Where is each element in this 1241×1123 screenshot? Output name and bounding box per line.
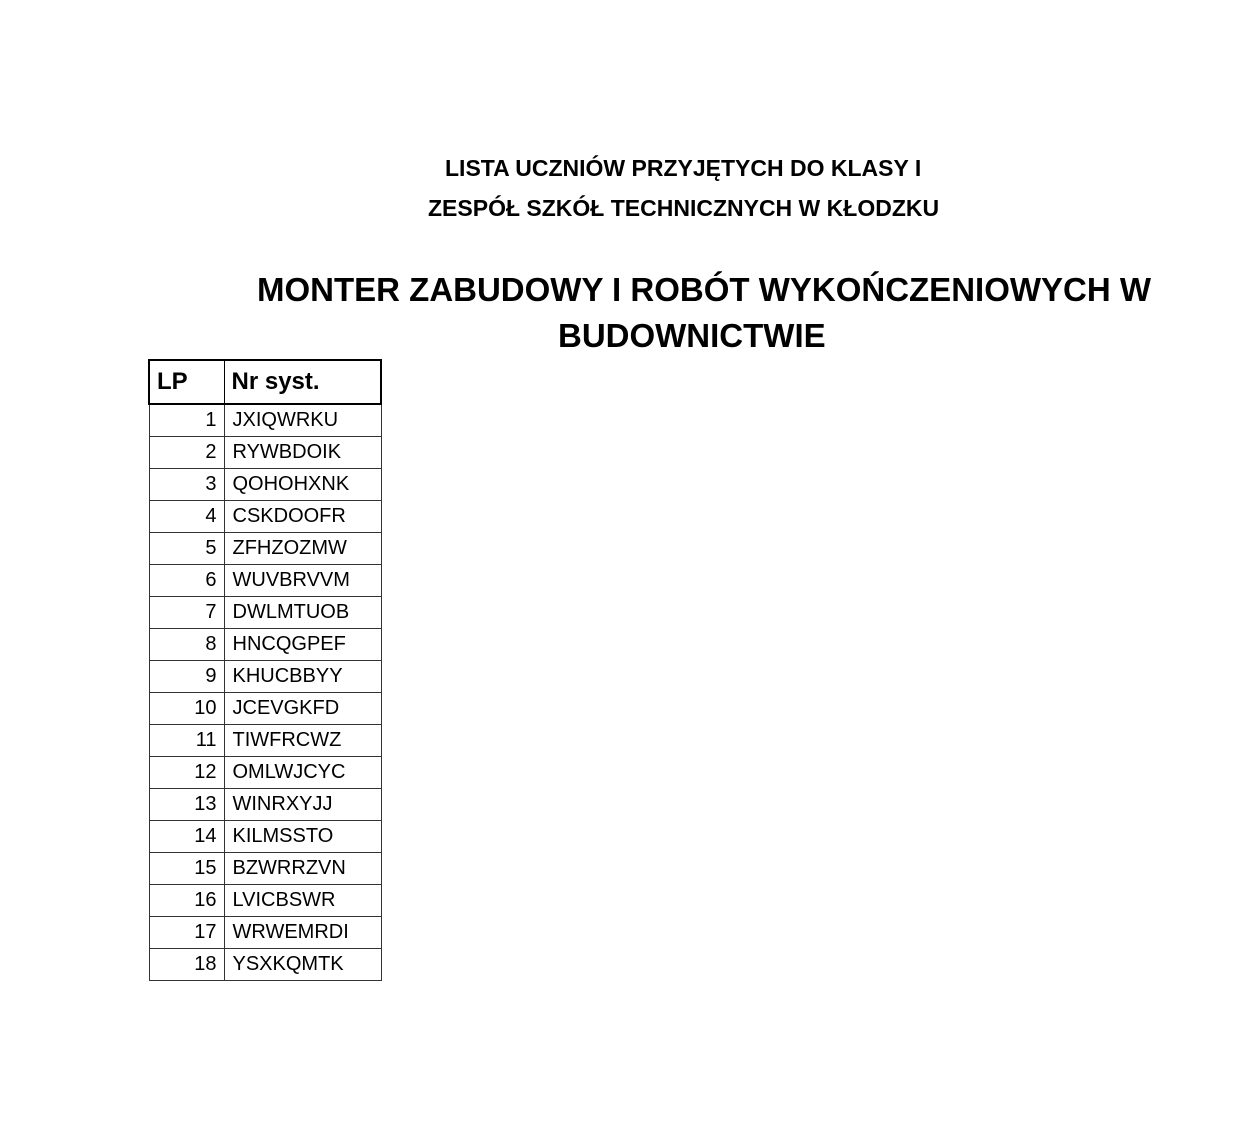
row-nr-syst: KILMSSTO — [224, 820, 381, 852]
row-lp: 12 — [149, 756, 224, 788]
table-row — [149, 628, 381, 660]
table-row — [149, 724, 381, 756]
row-nr-syst: HNCQGPEF — [224, 628, 381, 660]
table-row — [149, 596, 381, 628]
row-lp: 11 — [149, 724, 224, 756]
row-nr-syst: CSKDOOFR — [224, 500, 381, 532]
row-nr-syst: RYWBDOIK — [224, 436, 381, 468]
row-nr-syst: WUVBRVVM — [224, 564, 381, 596]
table-header-row — [149, 360, 381, 404]
table-row — [149, 468, 381, 500]
class-title-line2: BUDOWNICTWIE — [558, 317, 826, 354]
class-title-line1: MONTER ZABUDOWY I ROBÓT WYKOŃCZENIOWYCH W — [257, 271, 1151, 308]
students-table — [148, 359, 382, 981]
list-heading: LISTA UCZNIÓW PRZYJĘTYCH DO KLASY I — [445, 155, 922, 181]
row-lp: 6 — [149, 564, 224, 596]
row-nr-syst: WRWEMRDI — [224, 916, 381, 948]
row-lp: 15 — [149, 852, 224, 884]
table-row — [149, 404, 381, 436]
column-header-nr-syst: Nr syst. — [224, 360, 381, 404]
table-row — [149, 884, 381, 916]
table-row — [149, 820, 381, 852]
row-lp: 8 — [149, 628, 224, 660]
row-nr-syst: LVICBSWR — [224, 884, 381, 916]
column-header-lp: LP — [149, 360, 224, 404]
school-name: ZESPÓŁ SZKÓŁ TECHNICZNYCH W KŁODZKU — [428, 195, 940, 221]
row-lp: 1 — [149, 404, 224, 436]
row-lp: 16 — [149, 884, 224, 916]
row-nr-syst: OMLWJCYC — [224, 756, 381, 788]
row-lp: 17 — [149, 916, 224, 948]
table-row — [149, 500, 381, 532]
table-row — [149, 852, 381, 884]
table-body — [149, 404, 381, 980]
row-nr-syst: YSXKQMTK — [224, 948, 381, 980]
row-nr-syst: JXIQWRKU — [224, 404, 381, 436]
row-nr-syst: ZFHZOZMW — [224, 532, 381, 564]
row-nr-syst: TIWFRCWZ — [224, 724, 381, 756]
row-lp: 9 — [149, 660, 224, 692]
row-lp: 4 — [149, 500, 224, 532]
table-row — [149, 916, 381, 948]
table-row — [149, 692, 381, 724]
table-row — [149, 788, 381, 820]
table-row — [149, 532, 381, 564]
row-lp: 10 — [149, 692, 224, 724]
row-nr-syst: JCEVGKFD — [224, 692, 381, 724]
table-row — [149, 756, 381, 788]
row-lp: 5 — [149, 532, 224, 564]
row-lp: 3 — [149, 468, 224, 500]
row-nr-syst: DWLMTUOB — [224, 596, 381, 628]
row-lp: 2 — [149, 436, 224, 468]
table-row — [149, 660, 381, 692]
row-nr-syst: KHUCBBYY — [224, 660, 381, 692]
table-row — [149, 948, 381, 980]
row-nr-syst: BZWRRZVN — [224, 852, 381, 884]
row-nr-syst: WINRXYJJ — [224, 788, 381, 820]
row-lp: 13 — [149, 788, 224, 820]
row-lp: 14 — [149, 820, 224, 852]
table-row — [149, 564, 381, 596]
row-nr-syst: QOHOHXNK — [224, 468, 381, 500]
table-row — [149, 436, 381, 468]
row-lp: 18 — [149, 948, 224, 980]
row-lp: 7 — [149, 596, 224, 628]
